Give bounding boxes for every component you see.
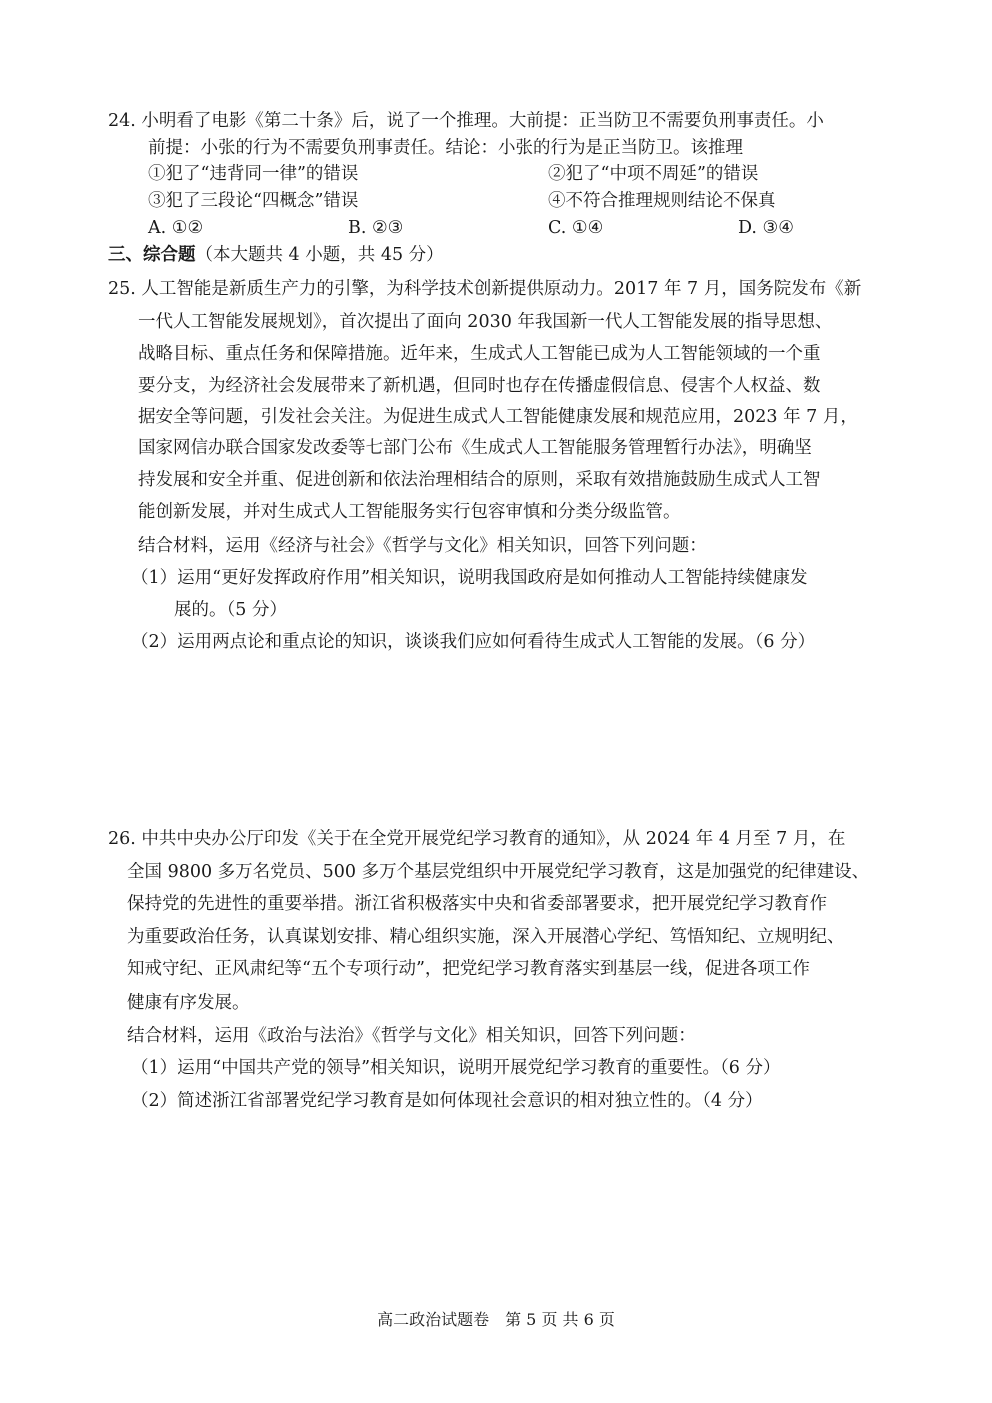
q25-instruction: 结合材料，运用《经济与社会》《哲学与文化》相关知识，回答下列问题： (138, 536, 707, 556)
q26-sub1: （1）运用“中国共产党的领导”相关知识，说明开展党纪学习教育的重要性。（6 分） (131, 1058, 781, 1078)
q24-option-d: D. ③④ (738, 218, 794, 238)
q25-sub2: （2）运用两点论和重点论的知识，谈谈我们应如何看待生成式人工智能的发展。（6 分） (131, 632, 816, 652)
q25-line: 要分支，为经济社会发展带来了新机遇，但同时也存在传播虚假信息、侵害个人权益、数 (138, 376, 821, 396)
page-footer: 高二政治试题卷 第 5 页 共 6 页 (377, 1310, 615, 1329)
q24-option-c: C. ①④ (548, 218, 604, 238)
q25-line: 国家网信办联合国家发改委等七部门公布《生成式人工智能服务管理暂行办法》，明确坚 (138, 438, 812, 458)
q26-sub2: （2）简述浙江省部署党纪学习教育是如何体现社会意识的相对独立性的。（4 分） (131, 1091, 763, 1111)
q25-line: 能创新发展，并对生成式人工智能服务实行包容审慎和分类分级监管。 (138, 502, 681, 522)
q25-line: 一代人工智能发展规划》，首次提出了面向 2030 年我国新一代人工智能发展的指导思想、 (138, 312, 833, 332)
q25-line: 战略目标、重点任务和保障措施。近年来，生成式人工智能已成为人工智能领域的一个重 (138, 344, 821, 364)
q24-options (148, 216, 908, 242)
q24-option-b: B. ②③ (348, 218, 404, 238)
q25-sub1-line1: （1）运用“更好发挥政府作用”相关知识，说明我国政府是如何推动人工智能持续健康发 (131, 568, 808, 588)
q24-item-2: ②犯了“中项不周延”的错误 (548, 164, 759, 184)
q24-item-3: ③犯了三段论“四概念”错误 (148, 191, 359, 211)
q24-stem-line1: 24. 小明看了电影《第二十条》后，说了一个推理。大前提：正当防卫不需要负刑事责任。小 (108, 111, 824, 131)
q25-line: 持发展和安全并重、促进创新和依法治理相结合的原则，采取有效措施鼓励生成式人工智 (138, 470, 821, 490)
section-heading (108, 243, 444, 267)
q24-stem-line2: 前提：小张的行为不需要负刑事责任。结论：小张的行为是正当防卫。该推理 (148, 138, 743, 158)
q26-line: 全国 9800 多万名党员、500 多万个基层党组织中开展党纪学习教育，这是加强党的纪律建设、 (127, 862, 870, 882)
q24-statements (148, 162, 908, 214)
q24-item-4: ④不符合推理规则结论不保真 (548, 191, 776, 211)
q25-line: 据安全等问题，引发社会关注。为促进生成式人工智能健康发展和规范应用，2023 年 7 月， (138, 407, 858, 427)
q24-item-1: ①犯了“违背同一律”的错误 (148, 164, 359, 184)
q26-line: 保持党的先进性的重要举措。浙江省积极落实中央和省委部署要求，把开展党纪学习教育作 (127, 894, 827, 914)
q25-sub1-line2: 展的。（5 分） (174, 600, 287, 620)
q26-line: 健康有序发展。 (127, 993, 250, 1013)
q26-instruction: 结合材料，运用《政治与法治》《哲学与文化》相关知识，回答下列问题： (127, 1026, 696, 1046)
q26-line: 为重要政治任务，认真谋划安排、精心组织实施，深入开展潜心学纪、笃悟知纪、立规明纪、 (127, 927, 845, 947)
q26-line: 知戒守纪、正风肃纪等“五个专项行动”，把党纪学习教育落实到基层一线，促进各项工作 (127, 959, 810, 979)
section-title: 三、综合题 (108, 245, 196, 265)
section-note: （本大题共 4 小题，共 45 分） (195, 245, 444, 265)
q26-line: 26. 中共中央办公厅印发《关于在全党开展党纪学习教育的通知》，从 2024 年 4 月至 7 月，在 (108, 829, 846, 849)
q25-line: 25. 人工智能是新质生产力的引擎，为科学技术创新提供原动力。2017 年 7 月，国务院发布《新 (108, 279, 862, 299)
q24-option-a: A. ①② (148, 218, 204, 238)
